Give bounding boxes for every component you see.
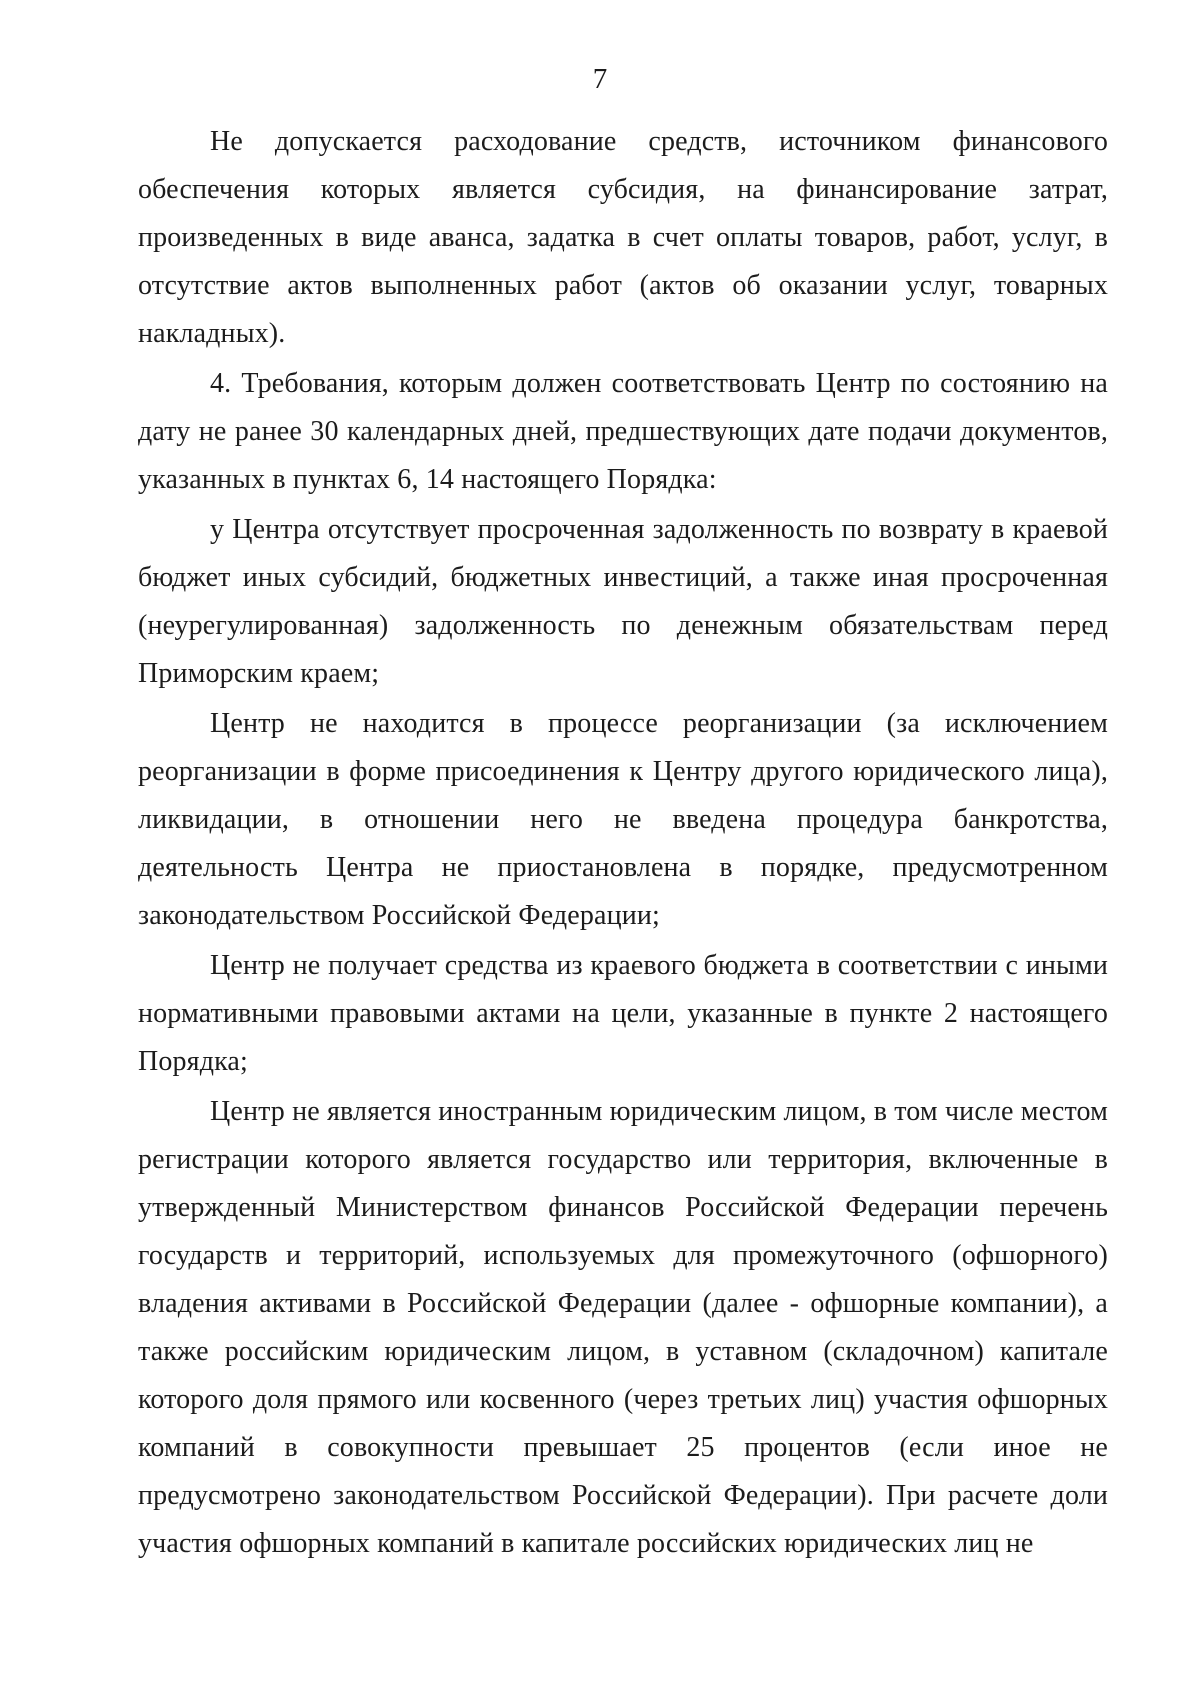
- paragraph-no-other-funds: Центр не получает средства из краевого бюджета в соответствии с иными нормативными правовыми актами на цели, указанные в пункте 2 настоящего Порядка;: [138, 950, 1108, 1077]
- page-number: 7: [592, 63, 608, 95]
- paragraph-advance-prohibition: Не допускается расходование средств, источником финансового обеспечения которых является субсидия, на финансирование затрат, произведенных в виде аванса, задатка в счет оплаты товаров, работ, услуг, в отсутствие актов выполненных работ (актов об оказании услуг, товарных накладных).: [138, 126, 1108, 349]
- document-body: [138, 118, 1108, 1570]
- paragraph-no-overdue-debt: у Центра отсутствует просроченная задолженность по возврату в краевой бюджет иных субсидий, бюджетных инвестиций, а также иная просроченная (неурегулированная) задолженность по денежным обязательствам перед Приморским краем;: [138, 514, 1108, 689]
- paragraph-requirements-heading: 4. Требования, которым должен соответствовать Центр по состоянию на дату не ранее 30 календарных дней, предшествующих дате подачи документов, указанных в пунктах 6, 14 настоящего Порядка:: [138, 368, 1108, 495]
- paragraph-no-reorganization: Центр не находится в процессе реорганизации (за исключением реорганизации в форме присоединения к Центру другого юридического лица), ликвидации, в отношении него не введена процедура банкротства, деятельность Центра не приостановлена в порядке, предусмотренном законодательством Российской Федерации;: [138, 708, 1108, 931]
- paragraph-not-foreign-entity: Центр не является иностранным юридическим лицом, в том числе местом регистрации которого является государство или территория, включенные в утвержденный Министерством финансов Российской Федерации перечень государств и территорий, используемых для промежуточного (офшорного) владения активами в Российской Федерации (далее - офшорные компании), а также российским юридическим лицом, в уставном (складочном) капитале которого доля прямого или косвенного (через третьих лиц) участия офшорных компаний в совокупности превышает 25 процентов (если иное не предусмотрено законодательством Российской Федерации). При расчете доли участия офшорных компаний в капитале российских юридических лиц не: [138, 1096, 1108, 1559]
